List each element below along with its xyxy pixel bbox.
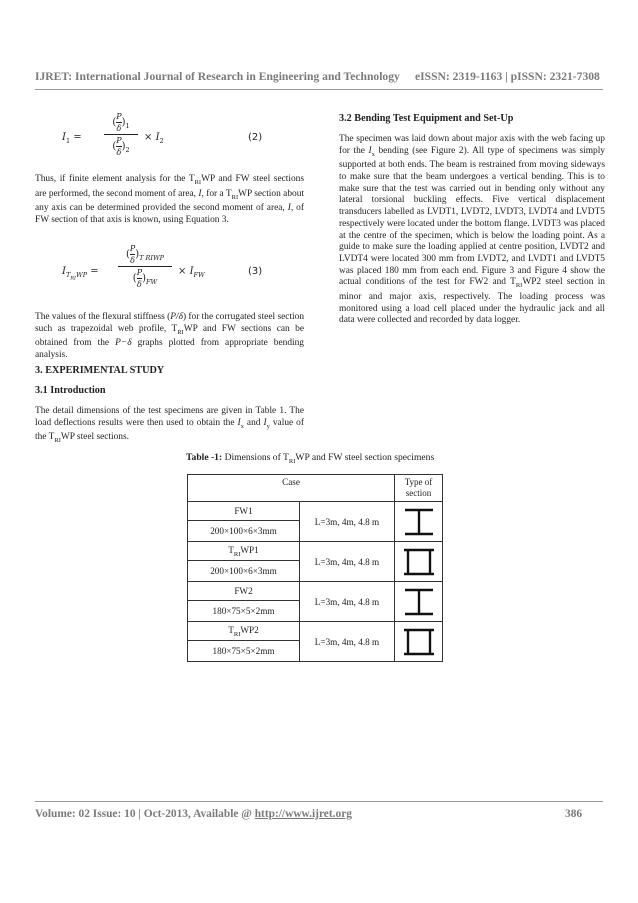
paragraph-introduction: The detail dimensions of the test specimens are given in Table 1. The load deflections results were then used to obtain the $I_x$ and $I_y$ value of the $T_{RI}WP$ steel sections. [35,406,304,445]
box-section-icon [395,542,443,582]
specimen-lengths: L=3m, 4m, 4.8 m [300,502,395,542]
footer-rule [35,801,603,802]
equation-2-number: (2) [248,132,263,143]
specimen-name: $T_{RI}WP2$ [188,622,300,641]
running-header [35,70,605,83]
paragraph-bending-test: The specimen was laid down about major axis with the web facing up for the $I_x$ bending (see Figure 2). All type of specimens was simply supported at both ends. The beam is restrained from moving sideways to make sure that the beam undergoes a vertical bending. This is to make sure that the test was carried out in bending only without any lateral torsional buckling effects. Five vertical displacement transducers labelled as LVDT1, LVDT2, LVDT3, LVDT4 and LVDT5 respectively were located under the bottom flange. LVDT3 was placed at the centre of the specimen, which is below the loading point. As a guide to make sure the loading applied at centre position, LVDT2 and LVDT4 were located 300 mm from LVDT2, and LVDT1 and LVDT5 was placed 180 mm from each end. Figure 3 and Figure 4 show the actual conditions of the test for FW2 and $T_{RI}WP2$ steel section in minor and major axis, respectively. The loading process was monitored using a load cell placed under the hydraulic jack and all data were collected and recorded by data logger. [339,134,605,326]
subsection-heading-3-2: 3.2 Bending Test Equipment and Set-Up [339,113,514,124]
table-row [188,502,443,521]
specimen-lengths: L=3m, 4m, 4.8 m [300,582,395,622]
table-row [188,622,443,641]
I-section-icon [395,502,443,542]
specimen-dimensions: 180×75×5×2mm [188,601,300,622]
subsection-heading-3-1: 3.1 Introduction [35,385,106,396]
paragraph-fe-analysis: Thus, if finite element analysis for the $T_{RI}WP$ and FW steel sections are performed, the second moment of area, I, for a $T_{RI}WP$ section about any axis can be determined provided the second moment of area, I, of FW section of that axis is known, using Equation 3. [35,174,304,225]
equation-3: $I_{T_{RI}WP}$ = ( $\frac{P}{\delta}$ )$_{T RIWP}$ ( $\frac{P}{\delta}$ )$_{FW}$ × $I_{FW}$ (3) [62,244,263,289]
journal-title: IJRET: International Journal of Research in Engineering and Technology [35,70,400,83]
journal-link[interactable]: http://www.ijret.org [254,808,352,820]
specimen-name: FW2 [188,582,300,601]
table-row [188,582,443,601]
dimensions-table [187,474,443,662]
equation-2: $I_1$ = ( $\frac{P}{\delta}$ )$_1$ ( $\frac{P}{\delta}$ )$_2$ × $I_2$ (2) [62,112,263,157]
table-header-type: Type of section [395,475,443,502]
I-section-icon [395,582,443,622]
paragraph-flexural-stiffness: The values of the flexural stiffness (P/δ) for the corrugated steel section such as trapezoidal web profile, $T_{RI}WP$ and FW sections can be obtained from the P−δ graphs plotted from appropriate bending analysis. [35,312,305,360]
specimen-dimensions: 200×100×6×3mm [188,561,300,582]
specimen-lengths: L=3m, 4m, 4.8 m [300,622,395,662]
table-row [188,542,443,561]
page-number: 386 [565,808,583,820]
specimen-dimensions: 180×75×5×2mm [188,641,300,662]
specimen-name: $T_{RI}WP1$ [188,542,300,561]
footer-volume-text: Volume: 02 Issue: 10 | Oct-2013, Available @ [35,808,255,820]
table-header-case: Case [188,475,395,502]
specimen-lengths: L=3m, 4m, 4.8 m [300,542,395,582]
table-caption: Table -1: Dimensions of $T_{RI}WP$ and FW steel section specimens [186,452,435,465]
box-section-icon [395,622,443,662]
header-rule [35,89,603,90]
issn-text: eISSN: 2319-1163 | pISSN: 2321-7308 [415,70,600,83]
running-footer [35,808,583,820]
specimen-dimensions: 200×100×6×3mm [188,521,300,542]
section-heading-3: 3. EXPERIMENTAL STUDY [35,365,165,376]
equation-3-number: (3) [248,266,263,277]
specimen-name: FW1 [188,502,300,521]
